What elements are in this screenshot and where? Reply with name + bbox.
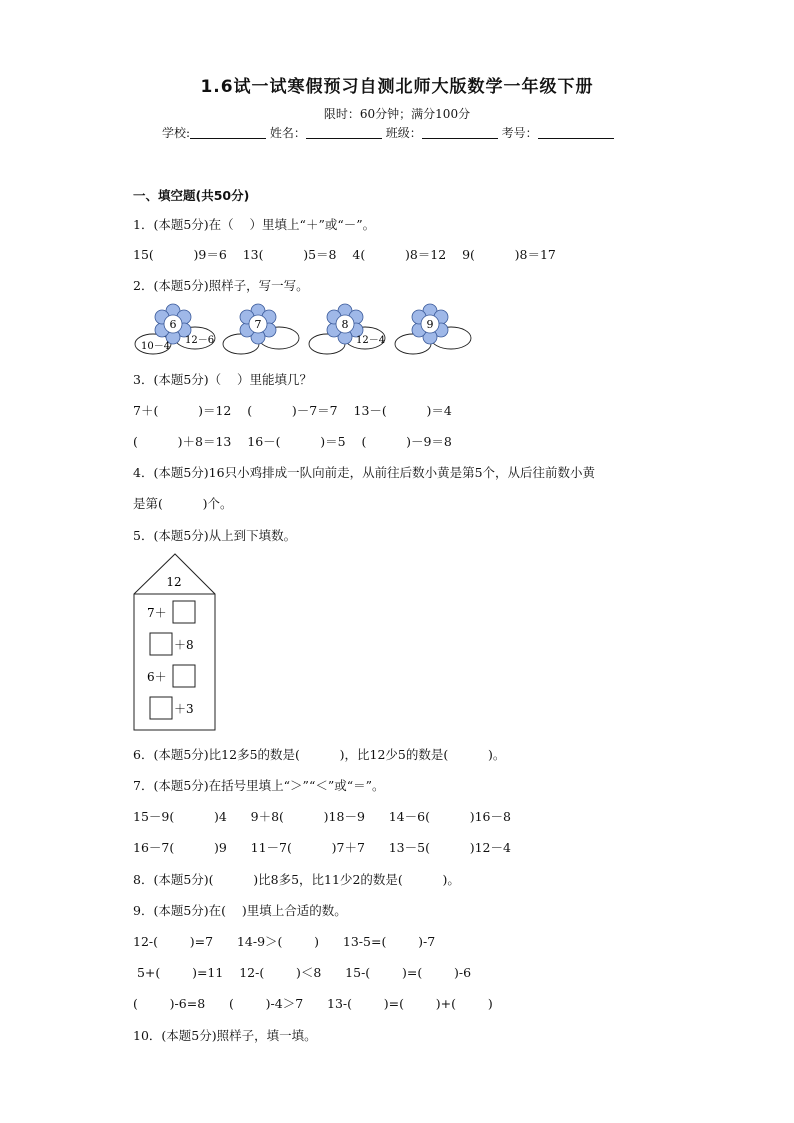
q9-stem: 9．(本题5分)在( )里填上合适的数。 [133, 903, 347, 918]
q2-stem: 2．(本题5分)照样子，写一写。 [133, 278, 309, 293]
house-row-1-box [173, 601, 195, 623]
flower-1-right-label: 12－6 [185, 335, 215, 346]
house-row-1-label: 7＋ [147, 606, 167, 620]
flower-4-number: 9 [426, 318, 434, 331]
flower-3-right-label: 12－4 [356, 335, 386, 346]
flower-4 [395, 304, 471, 354]
q9-line-3: ( )-6=8 ( )-4＞7 13-( )=( )+( ) [133, 996, 493, 1011]
q1-stem: 1．(本题5分)在（ ）里填上“＋”或“－”。 [133, 217, 376, 232]
exam-subtitle: 限时：60分钟；满分100分 [323, 107, 471, 121]
flower-1-left-label: 10－4 [141, 341, 171, 352]
flower-3 [309, 304, 385, 354]
q9-line-2: 5+( )=11 12-( )＜8 15-( )=( )-6 [133, 965, 472, 980]
house-row-4-box [150, 697, 172, 719]
q4-stem-cont: 是第( )个。 [133, 496, 233, 511]
house-row-2-box [150, 633, 172, 655]
q1-line: 15( )9＝6 13( )5＝8 4( )8＝12 9( )8＝17 [133, 247, 556, 262]
q6-stem: 6．(本题5分)比12多5的数是( )，比12少5的数是( )。 [133, 747, 506, 762]
q7-line-1: 15－9( )4 9＋8( )18－9 14－6( )16－8 [133, 809, 511, 824]
q5-house-figure [133, 552, 223, 732]
flower-2-number: 7 [254, 318, 262, 331]
q5-stem: 5．(本题5分)从上到下填数。 [133, 528, 297, 543]
school-blank[interactable] [190, 126, 266, 139]
q3-line-1: 7＋( )＝12 ( )－7＝7 13－( )＝4 [133, 403, 452, 418]
house-row-3-label: 6＋ [147, 670, 167, 684]
flower-1-number: 6 [169, 318, 177, 331]
flower-2 [223, 304, 299, 354]
house-row-3-box [173, 665, 195, 687]
house-row-4-label: ＋3 [174, 702, 194, 716]
q8-stem: 8．(本题5分)( )比8多5，比11少2的数是( )。 [133, 872, 460, 887]
flower-1 [135, 304, 215, 354]
q10-stem: 10．(本题5分)照样子，填一填。 [133, 1028, 317, 1043]
q3-line-2: ( )＋8＝13 16－( )＝5 ( )－9＝8 [133, 434, 452, 449]
house-row-2-label: ＋8 [174, 638, 194, 652]
name-label: 姓名： [269, 126, 306, 140]
class-blank[interactable] [422, 126, 498, 139]
q9-line-1: 12-( )=7 14-9＞( ) 13-5=( )-7 [133, 934, 436, 949]
q3-stem: 3．(本题5分)（ ）里能填几？ [133, 372, 313, 387]
q2-flowers-figure [133, 300, 473, 360]
q7-stem: 7．(本题5分)在括号里填上“＞”“＜”或“＝”。 [133, 778, 385, 793]
student-info-row [162, 124, 614, 141]
number-blank[interactable] [538, 126, 614, 139]
class-label: 班级： [385, 126, 422, 140]
q7-line-2: 16－7( )9 11－7( )7＋7 13－5( )12－4 [133, 840, 511, 855]
page-title: 1.6试一试寒假预习自测北师大版数学一年级下册 [200, 77, 594, 97]
school-label: 学校: [162, 126, 191, 140]
q4-stem: 4．(本题5分)16只小鸡排成一队向前走，从前往后数小黄是第5个，从后往前数小黄 [133, 465, 596, 480]
flower-3-number: 8 [341, 318, 349, 331]
name-blank[interactable] [306, 126, 382, 139]
section-heading: 一、填空题(共50分) [133, 188, 250, 203]
house-roof-number: 12 [166, 575, 182, 589]
number-label: 考号： [501, 126, 538, 140]
